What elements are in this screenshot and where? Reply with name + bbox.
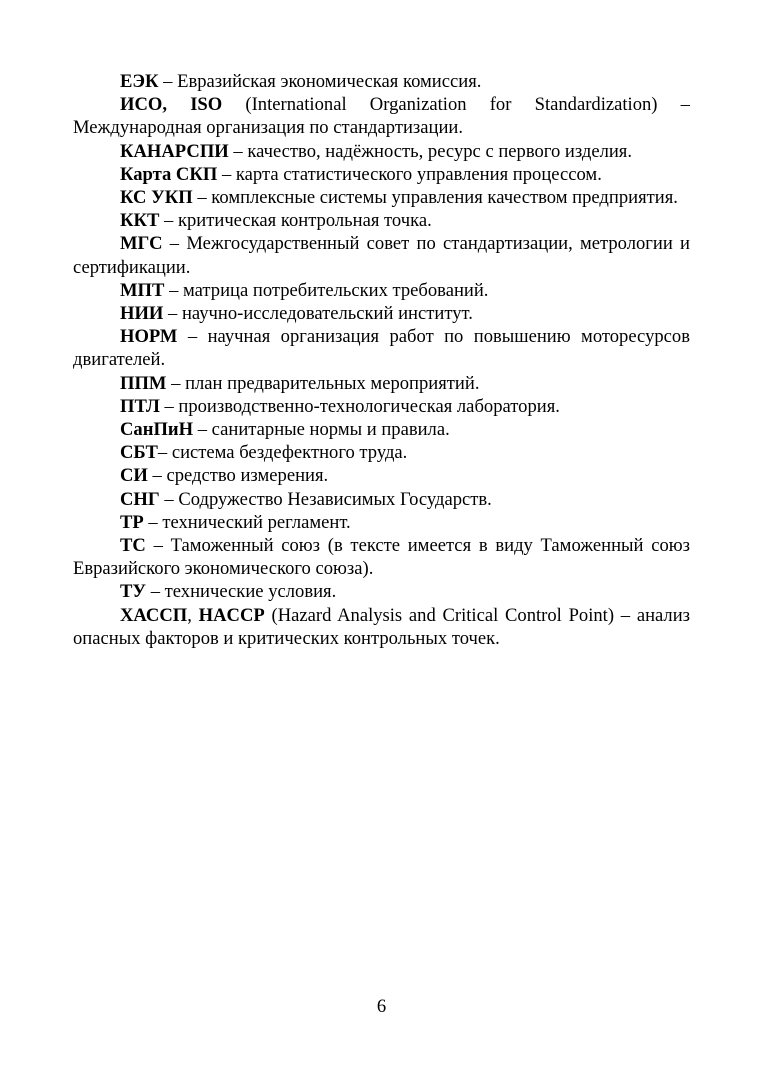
term: СБТ — [120, 442, 158, 464]
entry-sng — [73, 488, 690, 511]
entry-eek — [73, 70, 690, 93]
page-number: 6 — [376, 996, 387, 1017]
definition: – критическая контрольная точка. — [159, 210, 432, 232]
entry-sbt — [73, 441, 690, 464]
definition: – научно-исследовательский институт. — [163, 303, 473, 325]
term: ППМ — [120, 372, 167, 394]
term: ТУ — [120, 581, 147, 603]
entry-ts — [73, 534, 690, 580]
term-alt: HACCP — [198, 604, 265, 626]
term: ТС — [120, 535, 146, 557]
definition: (International Organization for Standardization) – Международная организация по стандартизации. — [73, 94, 690, 139]
term: НОРМ — [120, 326, 178, 348]
term: ЕЭК — [120, 71, 159, 92]
definition: – научная организация работ по повышению моторесурсов двигателей. — [73, 326, 690, 371]
entry-ptl — [73, 395, 690, 418]
entry-nii — [73, 302, 690, 325]
entry-ppm — [73, 372, 690, 395]
term: ИСО, ISO — [120, 94, 223, 116]
definition: – комплексные системы управления качеством предприятия. — [192, 187, 678, 209]
definition: – производственно-технологическая лаборатория. — [159, 395, 560, 417]
entry-haccp — [73, 604, 690, 650]
entry-iso — [73, 93, 690, 139]
definition: – технический регламент. — [143, 511, 351, 533]
definition: – матрица потребительских требований. — [164, 279, 489, 301]
term: СанПиН — [120, 419, 194, 441]
term: ХАССП — [120, 604, 188, 626]
term: СНГ — [120, 488, 160, 510]
definition: – Евразийская экономическая комиссия. — [158, 71, 482, 92]
term: КС УКП — [120, 187, 193, 209]
term-separator: , — [187, 604, 199, 626]
term: СИ — [120, 465, 148, 487]
term: ТР — [120, 511, 144, 533]
entry-ks-ukp — [73, 186, 690, 209]
entry-mgs — [73, 232, 690, 278]
entry-mpt — [73, 279, 690, 302]
abbreviations-list — [73, 70, 690, 650]
term: ККТ — [120, 210, 160, 232]
entry-sanpin — [73, 418, 690, 441]
entry-kanarspi — [73, 140, 690, 163]
definition: – средство измерения. — [147, 465, 329, 487]
term: НИИ — [120, 303, 164, 325]
entry-kkt — [73, 209, 690, 232]
term: КАНАРСПИ — [120, 140, 229, 162]
entry-tr — [73, 511, 690, 534]
definition: – Межгосударственный совет по стандартизации, метрологии и сертификации. — [73, 233, 690, 278]
definition: (Hazard Analysis and Critical Control Point) – анализ опасных факторов и критических контрольных точек. — [73, 604, 691, 649]
definition: – санитарные нормы и правила. — [193, 419, 450, 441]
term: МПТ — [120, 279, 165, 301]
definition: – план предварительных мероприятий. — [166, 372, 480, 394]
entry-tu — [73, 580, 690, 603]
entry-si — [73, 464, 690, 487]
definition: – качество, надёжность, ресурс с первого изделия. — [228, 140, 633, 162]
entry-norm — [73, 325, 690, 371]
definition: – карта статистического управления процессом. — [217, 163, 602, 185]
entry-karta-skp — [73, 163, 690, 186]
term: ПТЛ — [120, 395, 160, 417]
definition: – Таможенный союз (в тексте имеется в виду Таможенный союз Евразийского экономического союза). — [73, 535, 690, 580]
term: Карта СКП — [120, 163, 218, 185]
term: МГС — [120, 233, 163, 255]
definition: – система бездефектного труда. — [157, 442, 408, 464]
definition: – технические условия. — [146, 581, 337, 603]
definition: – Содружество Независимых Государств. — [159, 488, 492, 510]
